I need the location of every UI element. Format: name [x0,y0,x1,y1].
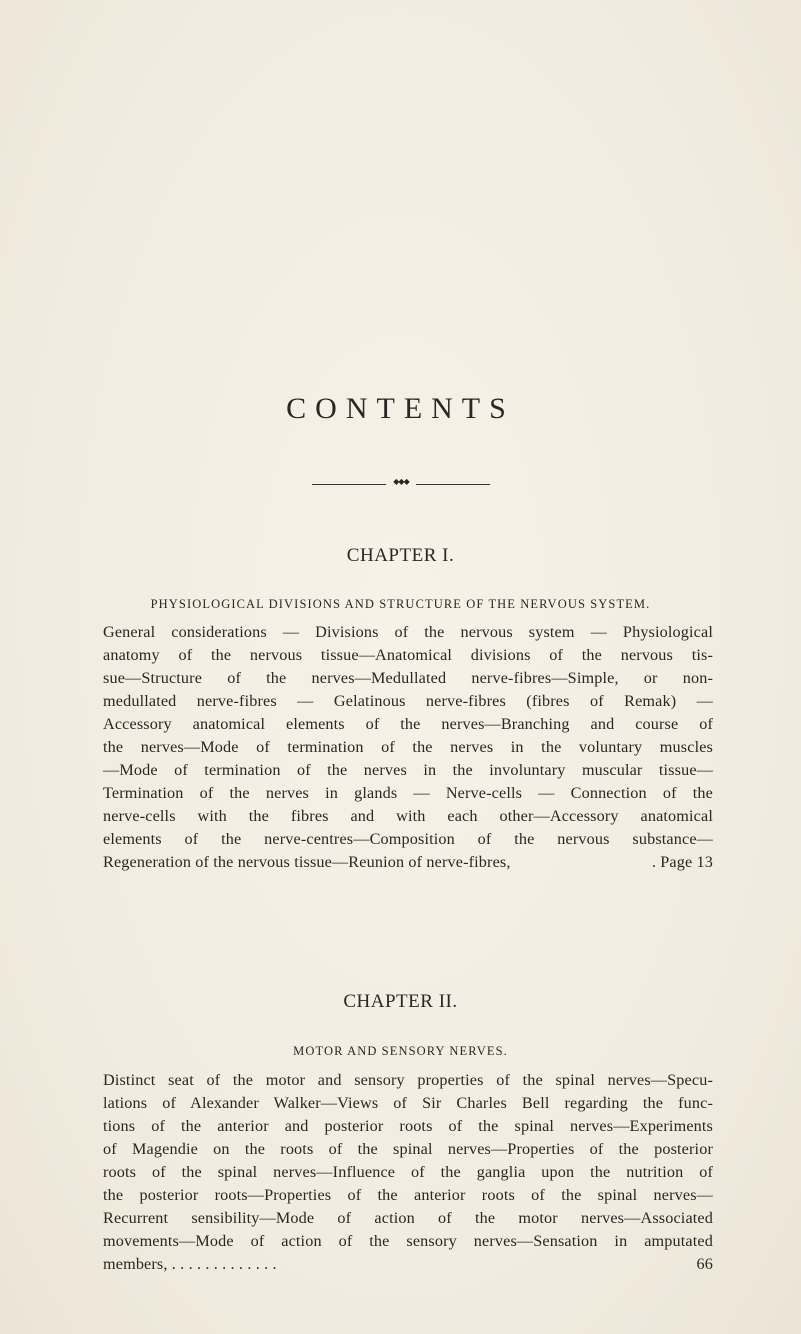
chapter-2-summary [103,1069,713,1276]
ornament-rule-left [312,484,386,485]
summary-line: anatomy of the nervous tissue—Anatomical divisions of the nervous tis- [103,646,713,664]
summary-line: Distinct seat of the motor and sensory properties of the spinal nerves—Specu- [103,1071,713,1089]
summary-line-text: Regeneration of the nervous tissue—Reunion of nerve-fibres, [103,853,511,871]
chapter-1-summary [103,621,713,874]
summary-line: medullated nerve-fibres — Gelatinous nerve-fibres (fibres of Remak) — [103,692,713,710]
summary-line: the posterior roots—Properties of the anterior roots of the spinal nerves— [103,1186,713,1204]
ornament-rule-right [416,484,490,485]
ornament-diamonds: ◆◆◆ [393,477,409,486]
summary-line: General considerations — Divisions of the nervous system — Physiological [103,623,713,641]
summary-line: roots of the spinal nerves—Influence of the ganglia upon the nutrition of [103,1163,713,1181]
chapter-1-subtitle: PHYSIOLOGICAL DIVISIONS AND STRUCTURE OF THE NERVOUS SYSTEM. [150,597,651,611]
summary-line: nerve-cells with the fibres and with each other—Accessory anatomical [103,807,713,825]
summary-line: elements of the nerve-centres—Composition of the nervous substance— [103,830,713,848]
summary-last-line [103,851,713,874]
summary-line: —Mode of termination of the nerves in the involuntary muscular tissue— [103,761,713,779]
chapter-1-heading: CHAPTER I. [346,545,455,566]
title-ornament [312,477,490,490]
page-reference: 66 [696,1255,713,1273]
summary-line: tions of the anterior and posterior roots of the spinal nerves—Experiments [103,1117,713,1135]
summary-line: of Magendie on the roots of the spinal nerves—Properties of the posterior [103,1140,713,1158]
summary-line: lations of Alexander Walker—Views of Sir Charles Bell regarding the func- [103,1094,713,1112]
chapter-2-heading: CHAPTER II. [343,991,458,1012]
summary-line-text: members, . . . . . . . . . . . . . [103,1255,277,1273]
contents-title: CONTENTS [286,392,515,425]
chapter-2-subtitle: MOTOR AND SENSORY NERVES. [293,1044,508,1058]
summary-line: Termination of the nerves in glands — Nerve-cells — Connection of the [103,784,713,802]
summary-line: Recurrent sensibility—Mode of action of the motor nerves—Associated [103,1209,713,1227]
summary-line: the nerves—Mode of termination of the nerves in the voluntary muscles [103,738,713,756]
summary-line: Accessory anatomical elements of the nerves—Branching and course of [103,715,713,733]
summary-last-line [103,1253,713,1276]
summary-line: movements—Mode of action of the sensory nerves—Sensation in amputated [103,1232,713,1250]
page-reference: . Page 13 [651,853,713,871]
summary-line: sue—Structure of the nerves—Medullated nerve-fibres—Simple, or non- [103,669,713,687]
